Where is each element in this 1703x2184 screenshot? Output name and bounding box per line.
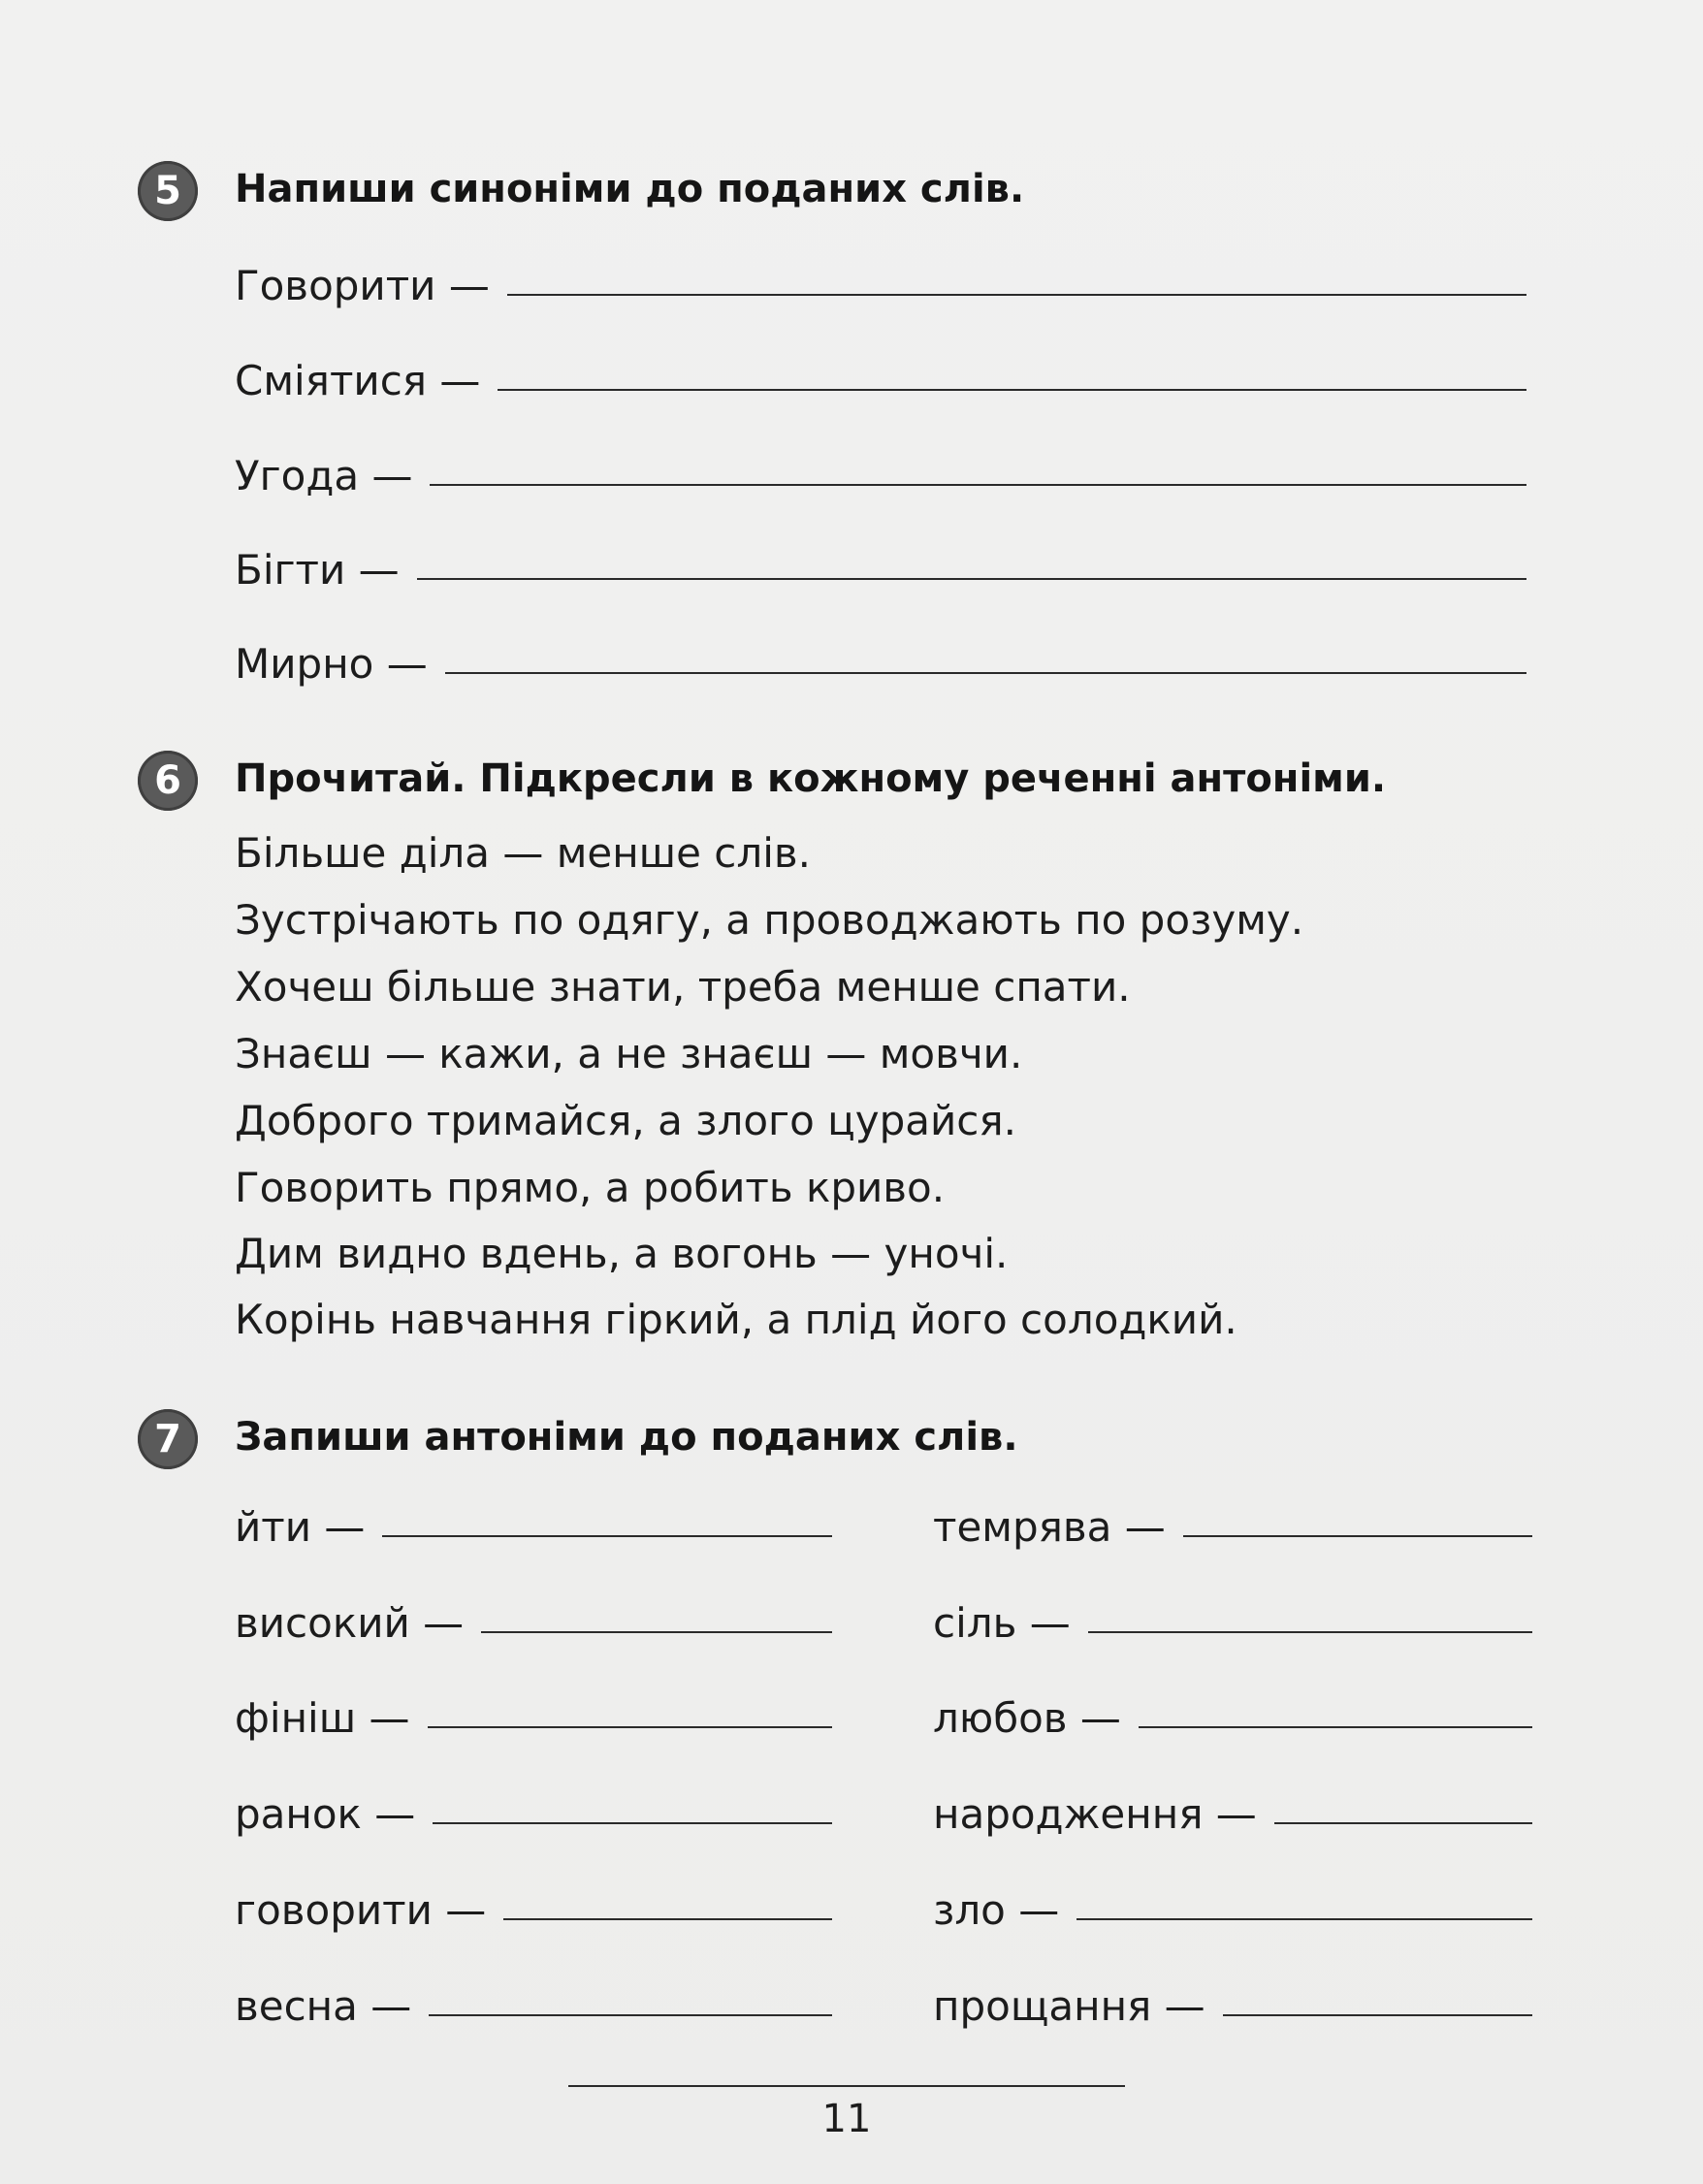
task-5-word: Угода — — [235, 452, 413, 499]
proverb-sentence[interactable]: Дим видно вдень, а вогонь — уночі. — [235, 1230, 1009, 1277]
proverb-sentence[interactable]: Знаєш — кажи, а не знаєш — мовчи. — [235, 1030, 1023, 1077]
task-5-title: Напиши синоніми до поданих слів. — [235, 167, 1025, 211]
task-5-row — [235, 452, 1526, 499]
task-7-left-row — [235, 1694, 832, 1742]
task-7-word: любов — — [933, 1694, 1121, 1742]
task-7-title: Запиши антоніми до поданих слів. — [235, 1415, 1018, 1460]
task-6-title: Прочитай. Підкресли в кожному реченні антоніми. — [235, 756, 1387, 801]
answer-line[interactable] — [1223, 2014, 1532, 2016]
answer-line[interactable] — [382, 1535, 832, 1537]
task-5-word: Говорити — — [235, 262, 490, 309]
task-5-row — [235, 357, 1526, 404]
footer-divider — [568, 2085, 1125, 2087]
task-7-word: зло — — [933, 1886, 1060, 1934]
task-5-row — [235, 262, 1526, 309]
answer-line[interactable] — [503, 1918, 832, 1920]
task-7-word: темрява — — [933, 1503, 1166, 1551]
task-7-right-row — [933, 1790, 1532, 1838]
task-7-word: народження — — [933, 1790, 1257, 1838]
proverb-sentence[interactable]: Доброго тримайся, а злого цурайся. — [235, 1097, 1016, 1144]
answer-line[interactable] — [445, 672, 1526, 674]
answer-line[interactable] — [430, 484, 1526, 486]
task-7-right-row — [933, 1694, 1532, 1742]
task-7-right-row — [933, 1503, 1532, 1551]
task-5-word: Мирно — — [235, 640, 428, 688]
page-number: 11 — [821, 2097, 872, 2141]
task-7-word: йти — — [235, 1503, 366, 1551]
task-7-word: високий — — [235, 1599, 465, 1647]
task-7-right-row — [933, 1599, 1532, 1647]
task-5-row — [235, 640, 1526, 688]
task-5-word: Бігти — — [235, 546, 400, 594]
task-7-word: говорити — — [235, 1886, 487, 1934]
task-7-left-row — [235, 1599, 832, 1647]
task-7-word: фініш — — [235, 1694, 410, 1742]
task-7-right-row — [933, 1886, 1532, 1934]
task-5-word: Сміятися — — [235, 357, 481, 404]
task-7-word: ранок — — [235, 1790, 416, 1838]
answer-line[interactable] — [498, 389, 1526, 391]
answer-line[interactable] — [1088, 1631, 1532, 1633]
proverb-sentence[interactable]: Говорить прямо, а робить криво. — [235, 1164, 946, 1211]
task-5-number-badge: 5 — [138, 161, 198, 221]
task-7-left-row — [235, 1503, 832, 1551]
task-7-word: сіль — — [933, 1599, 1071, 1647]
answer-line[interactable] — [1076, 1918, 1532, 1920]
proverb-sentence[interactable]: Хочеш більше знати, треба менше спати. — [235, 963, 1131, 1011]
proverb-sentence[interactable]: Зустрічають по одягу, а проводжають по розуму. — [235, 896, 1304, 944]
answer-line[interactable] — [433, 1822, 832, 1824]
task-7-right-row — [933, 1982, 1532, 2030]
answer-line[interactable] — [428, 1726, 833, 1728]
task-5-row — [235, 546, 1526, 594]
task-7-number-badge: 7 — [138, 1409, 198, 1469]
task-6-number-badge: 6 — [138, 751, 198, 811]
answer-line[interactable] — [1139, 1726, 1532, 1728]
proverb-sentence[interactable]: Корінь навчання гіркий, а плід його солодкий. — [235, 1296, 1237, 1343]
answer-line[interactable] — [429, 2014, 832, 2016]
task-7-word: весна — — [235, 1982, 412, 2030]
task-7-left-row — [235, 1982, 832, 2030]
task-7-word: прощання — — [933, 1982, 1205, 2030]
answer-line[interactable] — [417, 578, 1526, 580]
task-7-left-row — [235, 1790, 832, 1838]
proverb-sentence[interactable]: Більше діла — менше слів. — [235, 829, 812, 877]
answer-line[interactable] — [481, 1631, 832, 1633]
task-7-left-row — [235, 1886, 832, 1934]
answer-line[interactable] — [507, 294, 1526, 296]
answer-line[interactable] — [1274, 1822, 1532, 1824]
answer-line[interactable] — [1183, 1535, 1532, 1537]
